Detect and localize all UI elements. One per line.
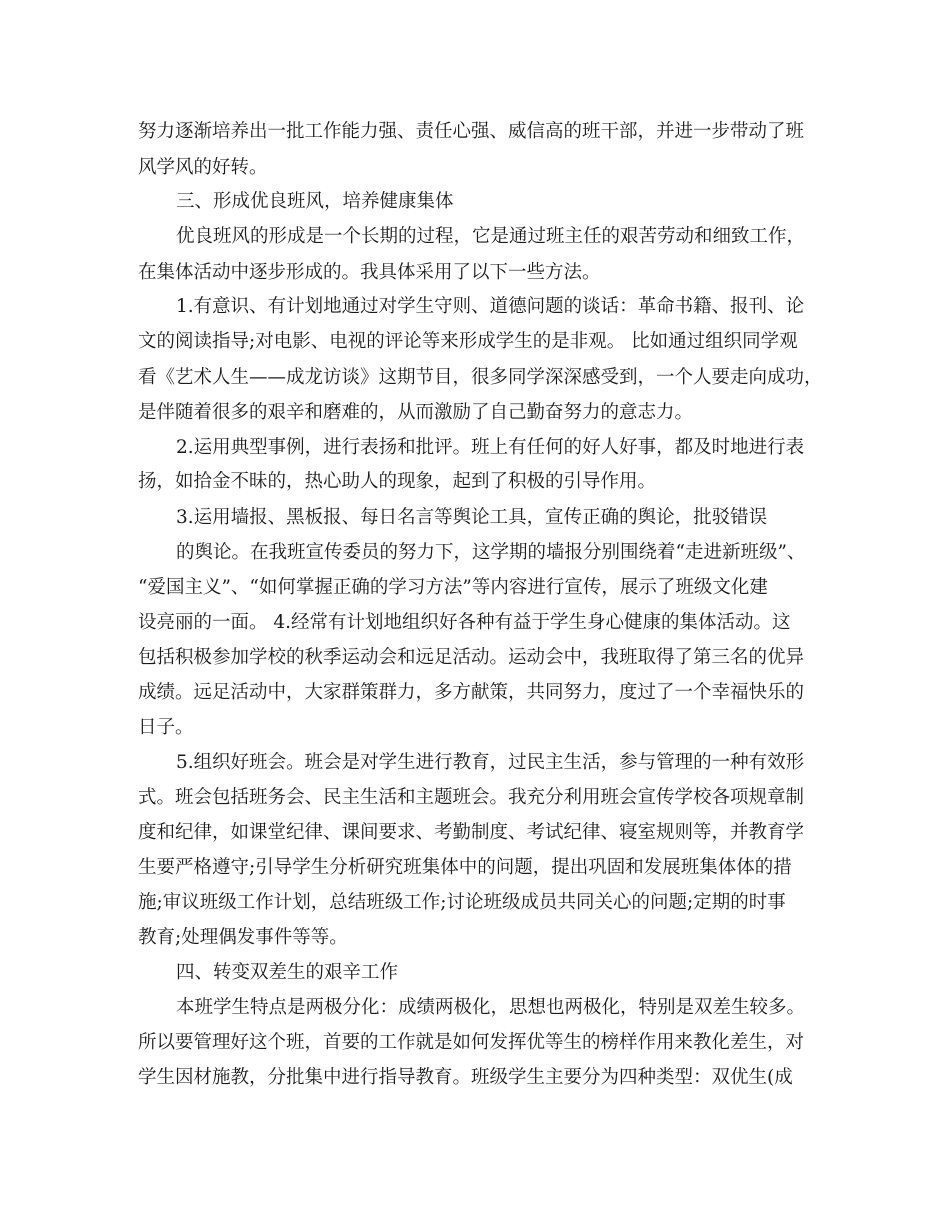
text-line: 是伴随着很多的艰辛和磨难的，从而激励了自己勤奋努力的意志力。	[138, 402, 694, 423]
text-line: 文的阅读指导;对电影、电视的评论等来形成学生的是非观。 比如通过组织同学观	[138, 331, 798, 352]
section-heading: 三、形成优良班风，培养健康集体	[176, 191, 454, 212]
text-line: 扬，如拾金不昧的，热心助人的现象，起到了积极的引导作用。	[138, 471, 657, 492]
text-line: 成绩。远足活动中，大家群策群力，多方献策，共同努力，度过了一个幸福快乐的	[138, 682, 805, 703]
text-line: 包括积极参加学校的秋季运动会和远足活动。运动会中，我班取得了第三名的优异	[138, 647, 805, 668]
text-line: 在集体活动中逐步形成的。我具体采用了以下一些方法。	[138, 262, 601, 283]
text-line: 本班学生特点是两极分化：成绩两极化，思想也两极化，特别是双差生较多。	[176, 997, 806, 1018]
text-line: 优良班风的形成是一个长期的过程，它是通过班主任的艰苦劳动和细致工作，	[176, 226, 806, 247]
text-line: 式。班会包括班务会、民主生活和主题班会。我充分利用班会宣传学校各项规章制	[138, 787, 805, 808]
text-line: 3.运用墙报、黑板报、每日名言等舆论工具，宣传正确的舆论，批驳错误	[176, 507, 768, 528]
text-line: 日子。	[138, 717, 194, 738]
text-line: 风学风的好转。	[138, 157, 268, 178]
text-line: 5.组织好班会。班会是对学生进行教育，过民主生活，参与管理的一种有效形	[176, 752, 805, 773]
text-line: 教育;处理偶发事件等等。	[138, 927, 348, 948]
text-line: 2.运用典型事例，进行表扬和批评。班上有任何的好人好事，都及时地进行表	[176, 437, 805, 458]
text-line: 生要严格遵守;引导学生分析研究班集体中的问题，提出巩固和发展班集体体的措	[138, 857, 792, 878]
text-line: 看《艺术人生——成龙访谈》这期节目，很多同学深深感受到，一个人要走向成功，	[138, 367, 823, 388]
text-line: “爱国主义”、“如何掌握正确的学习方法”等内容进行宣传，展示了班级文化建	[138, 577, 768, 598]
section-heading: 四、转变双差生的艰辛工作	[176, 962, 399, 983]
text-line: 所以要管理好这个班，首要的工作就是如何发挥优等生的榜样作用来教化差生，对	[138, 1032, 805, 1053]
text-line: 1.有意识、有计划地通过对学生守则、道德问题的谈话：革命书籍、报刊、论	[176, 296, 805, 317]
text-line: 学生因材施教，分批集中进行指导教育。班级学生主要分为四种类型：双优生(成	[138, 1067, 793, 1088]
text-line: 施;审议班级工作计划，总结班级工作;讨论班级成员共同关心的问题;定期的时事	[138, 892, 786, 913]
text-line: 努力逐渐培养出一批工作能力强、责任心强、威信高的班干部，并进一步带动了班	[138, 121, 805, 142]
text-line: 设亮丽的一面。 4.经常有计划地组织好各种有益于学生身心健康的集体活动。这	[138, 612, 791, 633]
text-line: 的舆论。在我班宣传委员的努力下，这学期的墙报分别围绕着“走进新班级”、	[176, 542, 806, 563]
text-line: 度和纪律，如课堂纪律、课间要求、考勤制度、考试纪律、寝室规则等，并教育学	[138, 822, 805, 843]
